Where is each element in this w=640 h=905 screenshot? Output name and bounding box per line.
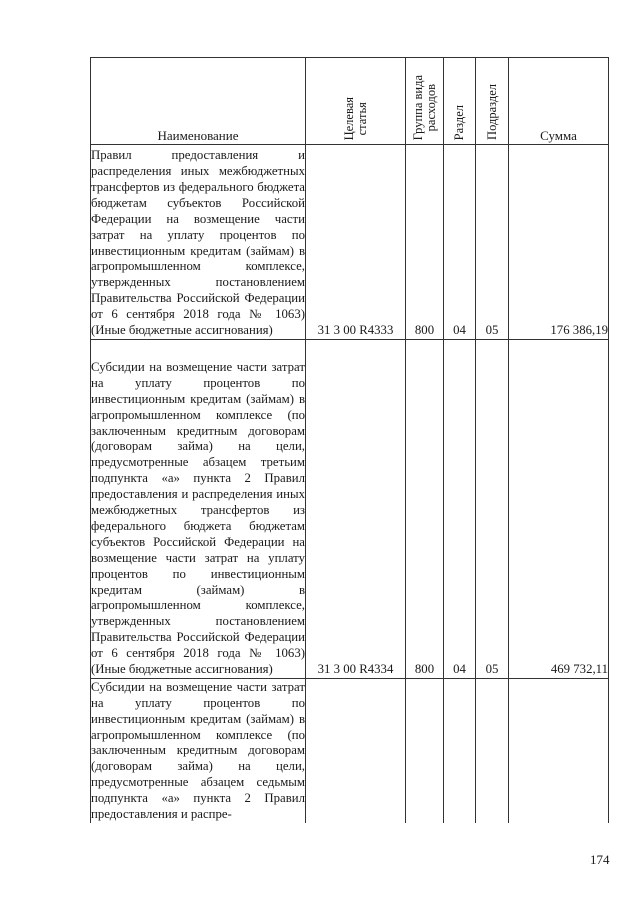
table-row: [91, 340, 609, 679]
row-section: 04: [444, 145, 476, 340]
header-subsection-label: Подраздел: [484, 84, 499, 140]
header-sum: Сумма: [509, 58, 609, 145]
row-sum: [509, 679, 609, 824]
header-subsection: [476, 58, 509, 145]
row-subsection: [476, 679, 509, 824]
page-number: 174: [590, 852, 610, 867]
row-group: 800: [406, 340, 444, 679]
row-description-text: Субсидии на возмещение части затрат на уплату процентов по инвестиционным кредитам (займам) в агропромышленном комплексе (по заключенным кредитным договорам (договорам займа) на цели, предусмотренные абзацем седьмым подпункта «а» пункта 2 Правил предоставления и распре-: [91, 679, 305, 822]
row-sum: 469 732,11: [509, 340, 609, 679]
row-description-text: Субсидии на возмещение части затрат на уплату процентов по инвестиционным кредитам (займам) в агропромышленном комплексе (по заключенным кредитным договорам (договорам займа) на цели, предусмотренные абзацем третьим подпункта «а» пункта 2 Правил предоставления и распределения иных межбюджетных трансфертов из федерального бюджета бюджетам субъектов Российской Федерации на возмещение части затрат на уплату процентов по инвестиционным кредитам (займам) в агропромышленном комплексе, утвержденных постановлением Правительства Российской Федерации от 6 сентября 2018 года № 1063) (Иные бюджетные ассигнования): [91, 359, 305, 677]
row-description: [91, 679, 306, 824]
row-section: 04: [444, 340, 476, 679]
header-target-label: Целевая статья: [341, 96, 369, 140]
header-section: [444, 58, 476, 145]
table-row: [91, 145, 609, 340]
header-group-label: Группа вида расходов: [410, 74, 438, 140]
header-group: [406, 58, 444, 145]
budget-table: [90, 57, 609, 823]
table-header-row: [91, 58, 609, 145]
row-target: [306, 679, 406, 824]
row-group: 800: [406, 145, 444, 340]
header-name: Наименование: [91, 58, 306, 145]
row-subsection: 05: [476, 145, 509, 340]
row-description-text: Правил предоставления и распределения иных межбюджетных трансфертов из федерального бюджета бюджетам субъектов Российской Федерации на возмещение части затрат на уплату процентов по инвестиционным кредитам (займам) в агропромышленном комплексе, утвержденных постановлением Правительства Российской Федерации от 6 сентября 2018 года № 1063) (Иные бюджетные ассигнования): [91, 148, 305, 338]
row-sum: 176 386,19: [509, 145, 609, 340]
row-description: [91, 340, 306, 679]
row-group: [406, 679, 444, 824]
row-subsection: 05: [476, 340, 509, 679]
table-row: [91, 679, 609, 824]
row-target: 31 3 00 R4334: [306, 340, 406, 679]
row-target: 31 3 00 R4333: [306, 145, 406, 340]
header-section-label: Раздел: [452, 104, 466, 140]
row-section: [444, 679, 476, 824]
header-target: [306, 58, 406, 145]
row-description: [91, 145, 306, 340]
